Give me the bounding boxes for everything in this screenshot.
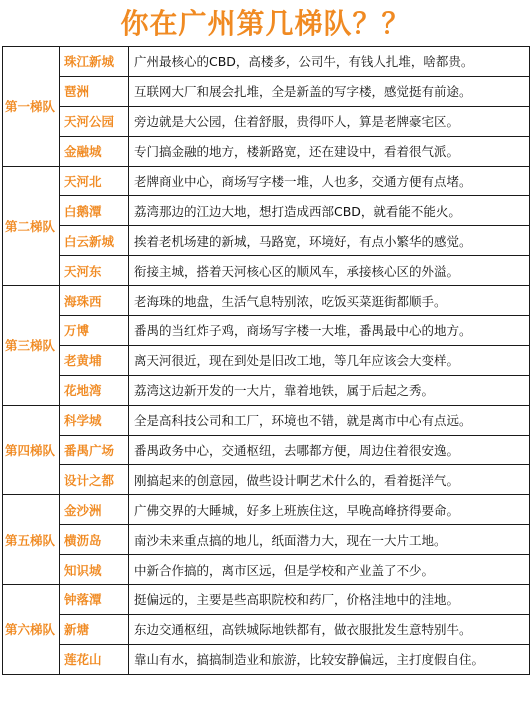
- district-description: 番禺的当红炸子鸡，商场写字楼一大堆，番禺最中心的地方。: [129, 316, 530, 346]
- table-row: [3, 644, 530, 674]
- district-description: 专门搞金融的地方，楼新路宽，还在建设中，看着很气派。: [129, 136, 530, 166]
- table-row: [3, 614, 530, 644]
- table-row: [3, 585, 530, 615]
- tier-table-body: [3, 47, 530, 675]
- table-row: [3, 166, 530, 196]
- district-description: 东边交通枢纽，高铁城际地铁都有，做衣服批发生意特别牛。: [129, 614, 530, 644]
- district-description: 靠山有水，搞搞制造业和旅游，比较安静偏远，主打度假自住。: [129, 644, 530, 674]
- district-description: 互联网大厂和展会扎堆，全是新盖的写字楼，感觉挺有前途。: [129, 76, 530, 106]
- table-row: [3, 555, 530, 585]
- table-row: [3, 435, 530, 465]
- district-name: 新塘: [60, 614, 129, 644]
- district-name: 钟落潭: [60, 585, 129, 615]
- district-name: 白鹅潭: [60, 196, 129, 226]
- table-row: [3, 465, 530, 495]
- district-description: 番禺政务中心，交通枢纽，去哪都方便，周边住着很安逸。: [129, 435, 530, 465]
- district-name: 天河公园: [60, 106, 129, 136]
- table-row: [3, 525, 530, 555]
- district-name: 白云新城: [60, 226, 129, 256]
- table-row: [3, 316, 530, 346]
- district-name: 万博: [60, 316, 129, 346]
- district-name: 琶洲: [60, 76, 129, 106]
- tier-table: [2, 46, 530, 675]
- table-row: [3, 495, 530, 525]
- table-row: [3, 76, 530, 106]
- district-name: 金融城: [60, 136, 129, 166]
- district-description: 挨着老机场建的新城，马路宽，环境好，有点小繁华的感觉。: [129, 226, 530, 256]
- tier-name: 第六梯队: [3, 585, 60, 675]
- district-description: 荔湾那边的江边大地，想打造成西部CBD，就看能不能火。: [129, 196, 530, 226]
- table-row: [3, 256, 530, 286]
- district-name: 天河东: [60, 256, 129, 286]
- district-name: 科学城: [60, 405, 129, 435]
- table-row: [3, 47, 530, 77]
- district-name: 横沥岛: [60, 525, 129, 555]
- district-description: 刚搞起来的创意园，做些设计啊艺术什么的，看着挺洋气。: [129, 465, 530, 495]
- table-row: [3, 286, 530, 316]
- district-description: 老牌商业中心，商场写字楼一堆，人也多，交通方便有点堵。: [129, 166, 530, 196]
- district-description: 南沙未来重点搞的地儿，纸面潜力大，现在一大片工地。: [129, 525, 530, 555]
- district-description: 旁边就是大公园，住着舒服，贵得吓人，算是老牌豪宅区。: [129, 106, 530, 136]
- district-description: 离天河很近，现在到处是旧改工地，等几年应该会大变样。: [129, 345, 530, 375]
- district-description: 老海珠的地盘，生活气息特别浓，吃饭买菜逛街都顺手。: [129, 286, 530, 316]
- table-row: [3, 136, 530, 166]
- district-description: 中新合作搞的，离市区远，但是学校和产业盖了不少。: [129, 555, 530, 585]
- tier-name: 第四梯队: [3, 405, 60, 495]
- district-name: 设计之都: [60, 465, 129, 495]
- district-description: 广佛交界的大睡城，好多上班族住这，早晚高峰挤得要命。: [129, 495, 530, 525]
- table-row: [3, 196, 530, 226]
- district-name: 天河北: [60, 166, 129, 196]
- district-description: 广州最核心的CBD，高楼多，公司牛，有钱人扎堆，啥都贵。: [129, 47, 530, 77]
- tier-name: 第二梯队: [3, 166, 60, 286]
- table-row: [3, 375, 530, 405]
- district-name: 莲花山: [60, 644, 129, 674]
- table-row: [3, 405, 530, 435]
- district-name: 海珠西: [60, 286, 129, 316]
- district-name: 花地湾: [60, 375, 129, 405]
- table-row: [3, 345, 530, 375]
- table-row: [3, 226, 530, 256]
- district-description: 荔湾这边新开发的一大片，靠着地铁，属于后起之秀。: [129, 375, 530, 405]
- district-name: 知识城: [60, 555, 129, 585]
- table-row: [3, 106, 530, 136]
- tier-name: 第三梯队: [3, 286, 60, 406]
- district-description: 全是高科技公司和工厂，环境也不错，就是离市中心有点远。: [129, 405, 530, 435]
- district-description: 挺偏远的，主要是些高职院校和药厂，价格洼地中的洼地。: [129, 585, 530, 615]
- district-name: 金沙洲: [60, 495, 129, 525]
- page-title: 你在广州第几梯队？？: [120, 7, 411, 40]
- district-description: 衔接主城，搭着天河核心区的顺风车，承接核心区的外溢。: [129, 256, 530, 286]
- district-name: 珠江新城: [60, 47, 129, 77]
- tier-name: 第五梯队: [3, 495, 60, 585]
- tier-name: 第一梯队: [3, 47, 60, 167]
- district-name: 番禺广场: [60, 435, 129, 465]
- district-name: 老黄埔: [60, 345, 129, 375]
